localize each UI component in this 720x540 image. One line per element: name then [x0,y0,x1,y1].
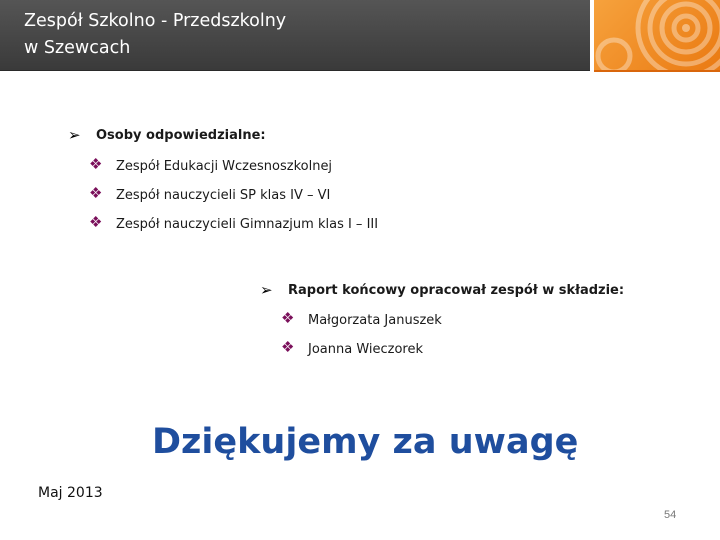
thanks-heading: Dziękujemy za uwagę [152,422,579,462]
diamond-bullet-icon: ❖ [89,185,103,202]
diamond-bullet-icon: ❖ [281,339,295,356]
arrow-bullet-icon: ➢ [260,282,273,299]
section1-heading: Osoby odpowiedzialne: [96,128,266,143]
page-number: 54 [664,509,677,521]
orange-decoration [594,0,720,70]
date-label: Maj 2013 [38,485,103,501]
section1-item: Zespół nauczycieli Gimnazjum klas I – III [116,217,379,232]
title-bar [0,0,590,71]
diamond-bullet-icon: ❖ [89,156,103,173]
orange-underline [594,70,720,72]
diamond-bullet-icon: ❖ [281,310,295,327]
section2-heading: Raport końcowy opracował zespół w składzie: [288,283,625,298]
section2-item: Joanna Wieczorek [308,342,424,357]
arrow-bullet-icon: ➢ [68,127,81,144]
section2-item: Małgorzata Januszek [308,313,442,328]
section1-item: Zespół Edukacji Wczesnoszkolnej [116,159,333,174]
slide-title-line-2: w Szewcach [24,38,131,58]
circles-pattern-icon [594,0,720,70]
diamond-bullet-icon: ❖ [89,214,103,231]
slide-title-line-1: Zespół Szkolno - Przedszkolny [24,11,287,31]
section1-item: Zespół nauczycieli SP klas IV – VI [116,188,331,203]
